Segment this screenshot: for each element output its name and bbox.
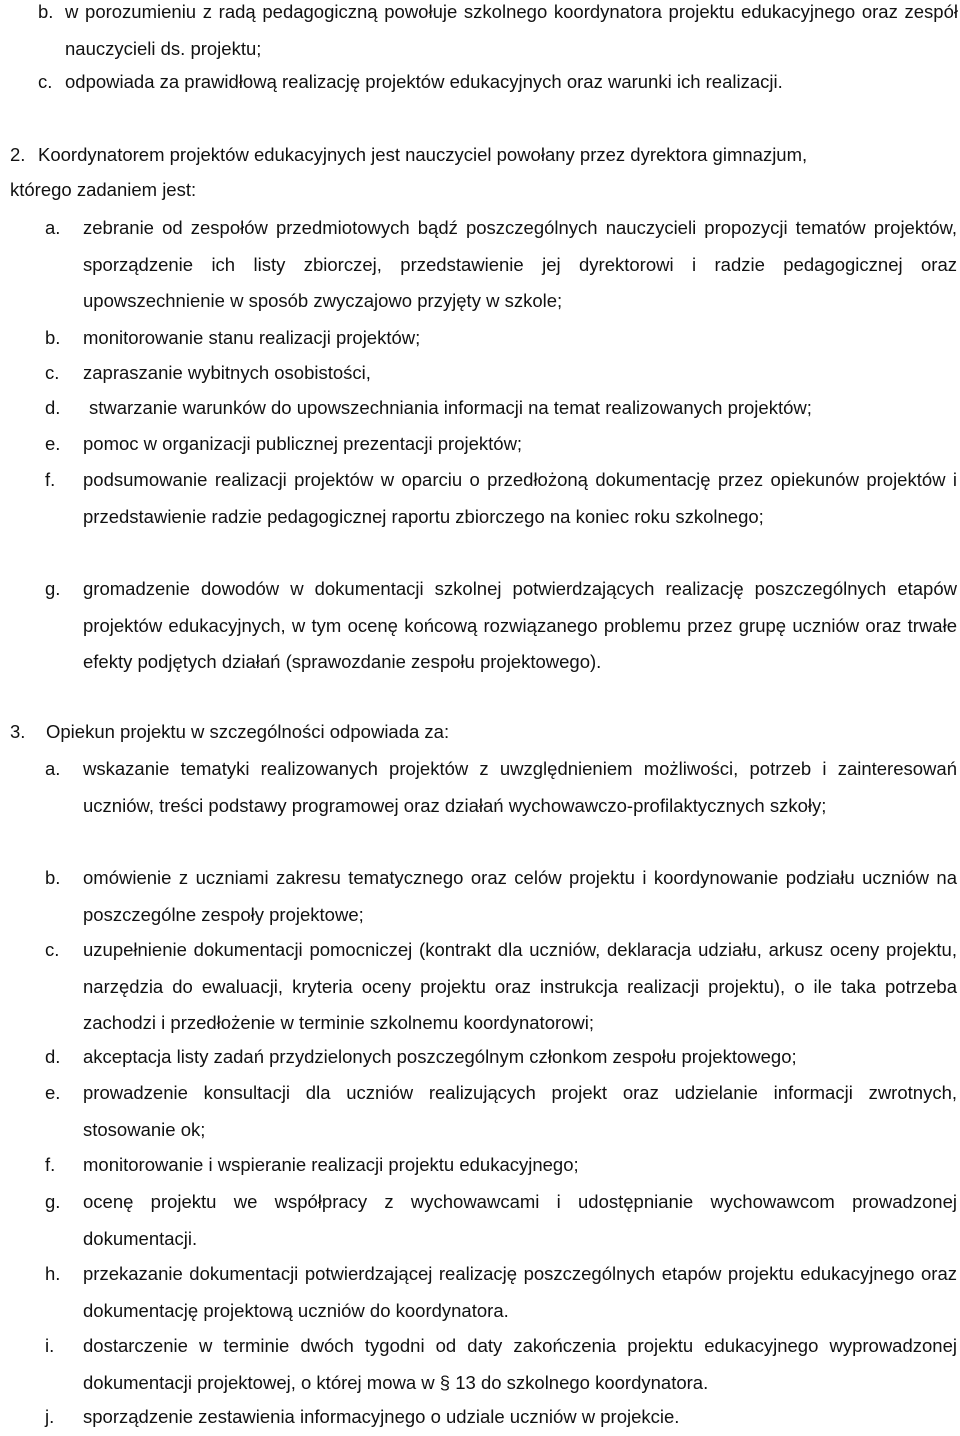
list-marker: d. <box>45 397 61 418</box>
list-item-text: w porozumieniu z radą pedagogiczną powołuje szkolnego koordynatora projektu edukacyjnego oraz zespół nauczycieli ds. projektu; <box>65 1 958 59</box>
list-item-text: wskazanie tematyki realizowanych projektów z uwzględnieniem możliwości, potrzeb i zainteresowań uczniów, treści podstawy programowej oraz działań wychowawczo-profilaktycznych szkoły; <box>83 758 957 816</box>
list-item-text: prowadzenie konsultacji dla uczniów realizujących projekt oraz udzielanie informacji zwrotnych, stosowanie ok; <box>83 1082 957 1140</box>
list-marker: f. <box>45 469 56 490</box>
list-marker: d. <box>45 1046 61 1067</box>
list-item-text: ocenę projektu we współpracy z wychowawcami i udostępnianie wychowawcom prowadzonej dokumentacji. <box>83 1191 957 1249</box>
list-marker: f. <box>45 1154 56 1175</box>
list-item-text: odpowiada za prawidłową realizację projektów edukacyjnych oraz warunki ich realizacji. <box>65 71 783 92</box>
list-item-text: sporządzenie zestawienia informacyjnego o udziale uczniów w projekcie. <box>83 1406 680 1427</box>
section-heading-text: Opiekun projektu w szczególności odpowiada za: <box>46 721 450 742</box>
list-item-text: podsumowanie realizacji projektów w oparciu o przedłożoną dokumentację przez opiekunów projektów i przedstawienie radzie pedagogicznej raportu zbiorczego na koniec roku szkolnego; <box>83 469 957 527</box>
list-marker: b. <box>45 867 61 888</box>
section-number: 3. <box>10 721 26 742</box>
list-marker: b. <box>45 327 61 348</box>
list-item-text: zapraszanie wybitnych osobistości, <box>83 362 371 383</box>
list-marker: c. <box>45 362 60 383</box>
list-marker: h. <box>45 1263 61 1284</box>
section-heading-text: którego zadaniem jest: <box>10 179 197 200</box>
list-marker: e. <box>45 1082 61 1103</box>
list-item-text: gromadzenie dowodów w dokumentacji szkolnej potwierdzających realizację poszczególnych etapów projektów edukacyjnych, w tym ocenę końcową rozwiązanego problemu przez grupę uczniów oraz trwałe efekty podjętych działań (sprawozdanie zespołu projektowego). <box>83 578 957 672</box>
list-marker: g. <box>45 1191 61 1212</box>
list-marker: b. <box>38 1 54 22</box>
section-number: 2. <box>10 144 26 165</box>
list-marker: c. <box>38 71 53 92</box>
list-marker: a. <box>45 217 61 238</box>
list-item-text: monitorowanie i wspieranie realizacji projektu edukacyjnego; <box>83 1154 579 1175</box>
list-marker: c. <box>45 939 60 960</box>
list-item-text: omówienie z uczniami zakresu tematycznego oraz celów projektu i koordynowanie podziału uczniów na poszczególne zespoły projektowe; <box>83 867 957 925</box>
section-heading-text: Koordynatorem projektów edukacyjnych jest nauczyciel powołany przez dyrektora gimnazjum, <box>38 144 808 165</box>
list-marker: e. <box>45 433 61 454</box>
list-marker: a. <box>45 758 61 779</box>
list-item-text: monitorowanie stanu realizacji projektów; <box>83 327 421 348</box>
list-marker: g. <box>45 578 61 599</box>
list-item-text: stwarzanie warunków do upowszechniania informacji na temat realizowanych projektów; <box>89 397 812 418</box>
list-marker: j. <box>45 1406 55 1427</box>
list-item-text: zebranie od zespołów przedmiotowych bądź poszczególnych nauczycieli propozycji tematów projektów, sporządzenie ich listy zbiorczej, przedstawienie jej dyrektorowi i radzie pedagogicznej oraz upowszechnienie w sposób zwyczajowo przyjęty w szkole; <box>83 217 957 311</box>
list-item-text: pomoc w organizacji publicznej prezentacji projektów; <box>83 433 523 454</box>
list-item-text: uzupełnienie dokumentacji pomocniczej (kontrakt dla uczniów, deklaracja udziału, arkusz oceny projektu, narzędzia do ewaluacji, kryteria oceny projektu oraz instrukcja realizacji projektu), o ile taka potrzeba zachodzi i przedłożenie w terminie szkolnemu koordynatorowi; <box>83 939 957 1033</box>
list-item-text: dostarczenie w terminie dwóch tygodni od daty zakończenia projektu edukacyjnego wyprowadzonej dokumentacji projektowej, o której mowa w § 13 do szkolnego koordynatora. <box>83 1335 957 1393</box>
list-item-text: przekazanie dokumentacji potwierdzającej realizację poszczególnych etapów projektu edukacyjnego oraz dokumentację projektową uczniów do koordynatora. <box>83 1263 957 1321</box>
list-item-text: akceptacja listy zadań przydzielonych poszczególnym członkom zespołu projektowego; <box>83 1046 797 1067</box>
list-marker: i. <box>45 1335 55 1356</box>
